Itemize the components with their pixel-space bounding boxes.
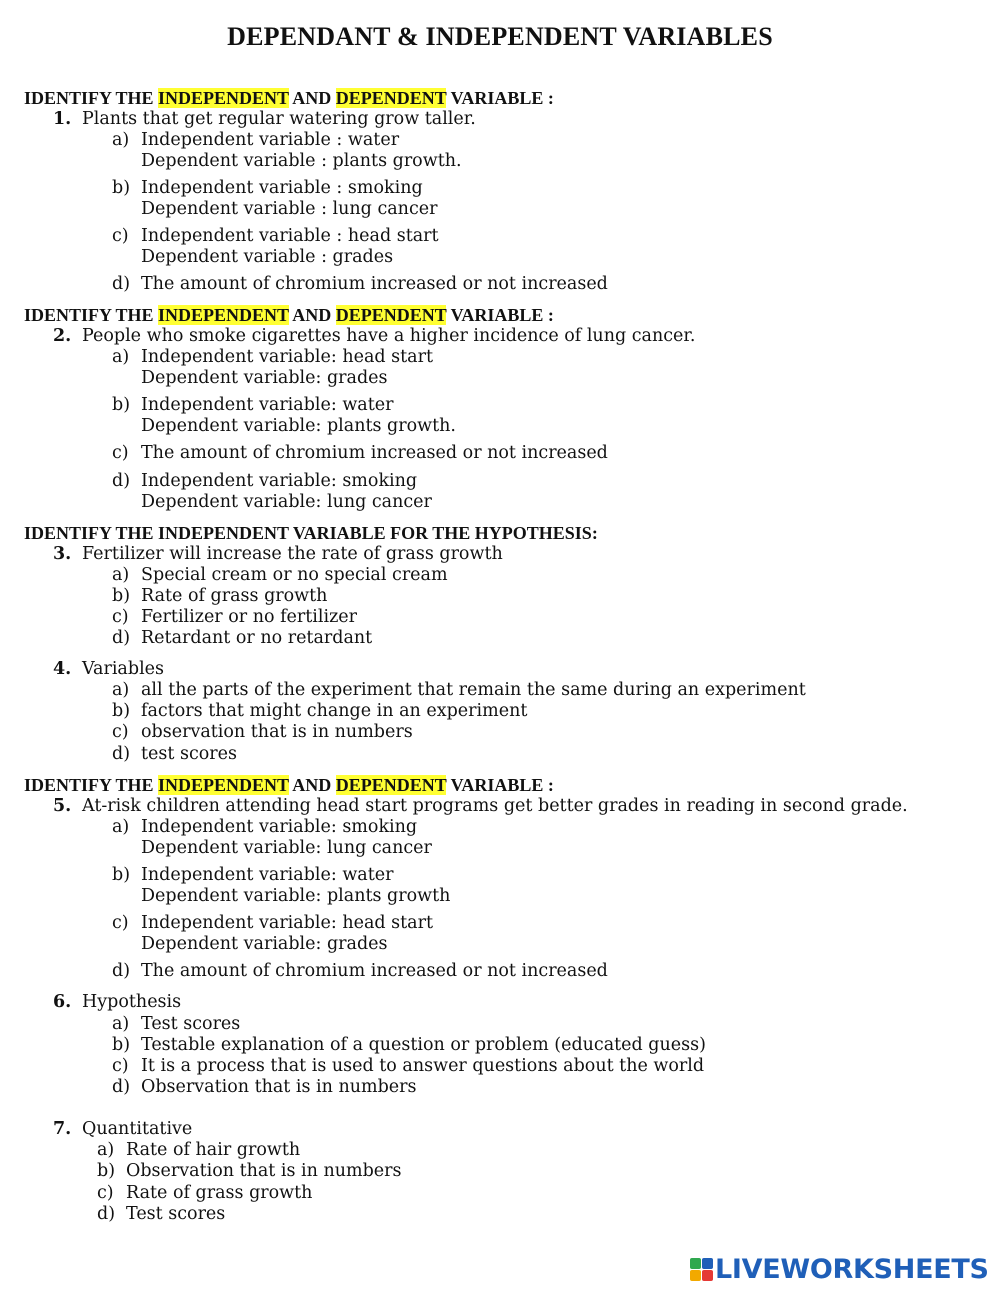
option-letter[interactable]: b) (112, 1035, 131, 1055)
option-text[interactable]: Dependent variable: plants growth. (141, 416, 456, 436)
option-letter[interactable]: d) (112, 628, 131, 648)
question-number: 3. (53, 544, 72, 564)
question-text: At-risk children attending head start programs get better grades in reading in second grade. (82, 796, 908, 816)
question-number: 7. (53, 1119, 72, 1139)
logo-square-blue (702, 1258, 713, 1269)
option-text[interactable]: The amount of chromium increased or not increased (141, 274, 608, 294)
option-letter[interactable]: a) (112, 347, 130, 367)
option-text[interactable]: Fertilizer or no fertilizer (141, 607, 358, 627)
section-header-3: IDENTIFY THE INDEPENDENT VARIABLE FOR THE HYPOTHESIS: (24, 523, 598, 543)
option-letter[interactable]: b) (112, 178, 131, 198)
option-text[interactable]: Independent variable: head start (141, 347, 433, 367)
option-text[interactable]: Rate of hair growth (126, 1140, 301, 1160)
option-letter[interactable]: a) (112, 565, 130, 585)
question-text: Plants that get regular watering grow taller. (82, 109, 476, 129)
logo-square-yellow (690, 1270, 701, 1281)
option-text[interactable]: Dependent variable: lung cancer (141, 838, 432, 858)
option-letter[interactable]: b) (112, 586, 131, 606)
option-text[interactable]: Observation that is in numbers (141, 1077, 417, 1097)
option-text[interactable]: The amount of chromium increased or not increased (141, 443, 608, 463)
option-text[interactable]: Test scores (126, 1204, 226, 1224)
option-letter[interactable]: c) (112, 443, 129, 463)
option-letter[interactable]: d) (97, 1204, 116, 1224)
logo-icon (690, 1258, 713, 1281)
option-text[interactable]: Dependent variable : grades (141, 247, 394, 267)
question-text: Variables (82, 659, 164, 679)
section-header-4: IDENTIFY THE INDEPENDENT AND DEPENDENT VARIABLE : (24, 775, 554, 795)
question-number: 6. (53, 992, 72, 1012)
option-text[interactable]: Independent variable : head start (141, 226, 439, 246)
logo-square-green (690, 1258, 701, 1269)
option-letter[interactable]: b) (112, 701, 131, 721)
option-letter[interactable]: c) (112, 913, 129, 933)
option-text[interactable]: Dependent variable: grades (141, 368, 388, 388)
option-text[interactable]: Independent variable: water (141, 865, 394, 885)
section-header-2: IDENTIFY THE INDEPENDENT AND DEPENDENT VARIABLE : (24, 305, 554, 325)
question-number: 2. (53, 326, 72, 346)
option-text[interactable]: The amount of chromium increased or not increased (141, 961, 608, 981)
question-text: Hypothesis (82, 992, 182, 1012)
question-text: Fertilizer will increase the rate of grass growth (82, 544, 503, 564)
option-text[interactable]: Rate of grass growth (141, 586, 328, 606)
option-letter[interactable]: c) (97, 1183, 114, 1203)
option-text[interactable]: all the parts of the experiment that remain the same during an experiment (141, 680, 806, 700)
option-text[interactable]: test scores (141, 744, 237, 764)
option-text[interactable]: Rate of grass growth (126, 1183, 313, 1203)
option-letter[interactable]: a) (112, 130, 130, 150)
option-text[interactable]: Independent variable : water (141, 130, 400, 150)
option-letter[interactable]: b) (97, 1161, 116, 1181)
section-header-1: IDENTIFY THE INDEPENDENT AND DEPENDENT VARIABLE : (24, 88, 554, 108)
option-text[interactable]: observation that is in numbers (141, 722, 413, 742)
option-text[interactable]: Dependent variable: plants growth (141, 886, 451, 906)
logo-square-red (702, 1270, 713, 1281)
option-letter[interactable]: c) (112, 1056, 129, 1076)
option-text[interactable]: factors that might change in an experiment (141, 701, 528, 721)
question-text: People who smoke cigarettes have a higher incidence of lung cancer. (82, 326, 696, 346)
option-letter[interactable]: c) (112, 607, 129, 627)
option-text[interactable]: Independent variable: smoking (141, 817, 418, 837)
option-letter[interactable]: d) (112, 471, 131, 491)
page-title: DEPENDANT & INDEPENDENT VARIABLES (227, 22, 773, 51)
liveworksheets-logo[interactable] (690, 1254, 989, 1284)
option-text[interactable]: Dependent variable : plants growth. (141, 151, 462, 171)
option-text[interactable]: Retardant or no retardant (141, 628, 373, 648)
option-text[interactable]: It is a process that is used to answer questions about the world (141, 1056, 705, 1076)
option-letter[interactable]: d) (112, 961, 131, 981)
option-text[interactable]: Test scores (141, 1014, 241, 1034)
option-letter[interactable]: a) (97, 1140, 115, 1160)
option-text[interactable]: Dependent variable: lung cancer (141, 492, 432, 512)
question-number: 1. (53, 109, 72, 129)
option-text[interactable]: Testable explanation of a question or problem (educated guess) (141, 1035, 706, 1055)
option-letter[interactable]: d) (112, 274, 131, 294)
option-letter[interactable]: b) (112, 865, 131, 885)
question-text: Quantitative (82, 1119, 193, 1139)
option-text[interactable]: Dependent variable : lung cancer (141, 199, 438, 219)
option-text[interactable]: Dependent variable: grades (141, 934, 388, 954)
option-letter[interactable]: d) (112, 744, 131, 764)
option-text[interactable]: Observation that is in numbers (126, 1161, 402, 1181)
logo-text: LIVEWORKSHEETS (715, 1253, 989, 1285)
question-number: 4. (53, 659, 72, 679)
option-letter[interactable]: a) (112, 680, 130, 700)
option-text[interactable]: Independent variable: water (141, 395, 394, 415)
option-letter[interactable]: c) (112, 722, 129, 742)
option-text[interactable]: Independent variable : smoking (141, 178, 423, 198)
option-text[interactable]: Special cream or no special cream (141, 565, 448, 585)
option-text[interactable]: Independent variable: smoking (141, 471, 418, 491)
option-letter[interactable]: b) (112, 395, 131, 415)
option-letter[interactable]: c) (112, 226, 129, 246)
option-text[interactable]: Independent variable: head start (141, 913, 433, 933)
question-number: 5. (53, 796, 72, 816)
option-letter[interactable]: a) (112, 1014, 130, 1034)
option-letter[interactable]: a) (112, 817, 130, 837)
option-letter[interactable]: d) (112, 1077, 131, 1097)
